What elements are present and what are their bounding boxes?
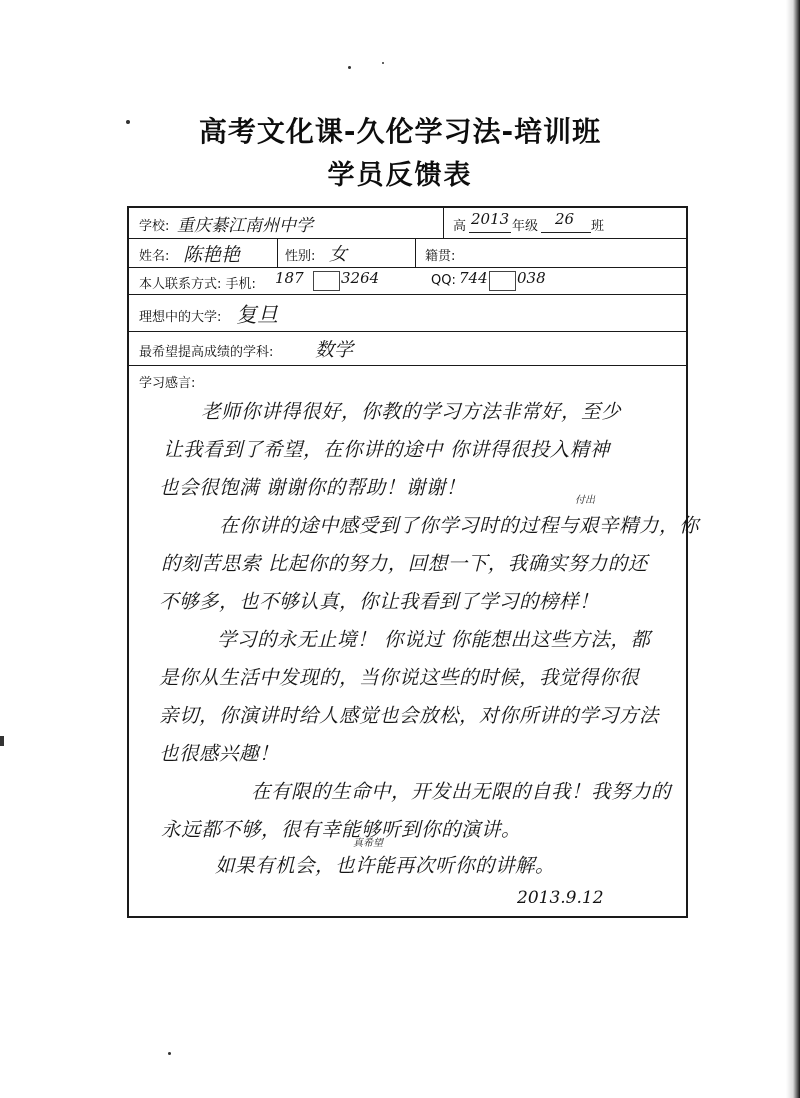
phone-suffix: 3264 [341, 269, 380, 287]
phone-prefix: 187 [275, 269, 304, 287]
gender-label: 性别: [285, 249, 316, 264]
scan-speck [168, 1052, 171, 1055]
contact-label: 本人联系方式: 手机: [139, 277, 256, 292]
feedback-label: 学习感言: [139, 376, 196, 391]
origin-label: 籍贯: [425, 249, 456, 264]
form-subtitle: 学员反馈表 [327, 160, 473, 191]
contact-row [129, 268, 686, 295]
name-row [129, 239, 686, 268]
school-row [129, 208, 686, 239]
scan-speck [126, 120, 130, 124]
class-label: 班 [591, 219, 605, 234]
school-value: 重庆綦江南州中学 [177, 216, 313, 236]
subject-label: 最希望提高成绩的学科: [139, 345, 274, 360]
feedback-line-12: 永远都不够，很有幸能够听到你的演讲。 [161, 818, 522, 841]
scan-edge-shadow [786, 0, 800, 1098]
feedback-date: 2013.9.12 [517, 888, 604, 908]
school-label: 学校: [139, 219, 170, 234]
grade-year: 2013 [471, 210, 510, 228]
grade-prefix: 高 [453, 219, 467, 234]
class-value: 26 [555, 210, 575, 228]
university-row [129, 295, 686, 332]
name-label: 姓名: [139, 249, 170, 264]
feedback-line-5: 的刻苦思索 比起你的努力，回想一下，我确实努力的还 [161, 552, 648, 575]
university-label: 理想中的大学: [139, 310, 222, 325]
qq-prefix: 744 [459, 269, 488, 287]
feedback-line-8: 是你从生活中发现的，当你说这些的时候，我觉得你很 [159, 666, 640, 689]
scan-speck [0, 736, 4, 746]
subject-value: 数学 [315, 339, 354, 361]
feedback-form [127, 206, 700, 918]
feedback-annotation-1: 付出 [575, 495, 595, 506]
gender-value: 女 [329, 244, 347, 265]
grade-label: 年级 [512, 219, 539, 234]
scan-speck [382, 62, 384, 64]
feedback-line-2: 让我看到了希望，在你讲的途中 你讲得很投入精神 [163, 438, 610, 461]
qq-suffix: 038 [517, 269, 546, 287]
form-title: 高考文化课-久伦学习法-培训班 [198, 115, 602, 148]
scan-speck [348, 66, 351, 69]
qq-label: QQ: [431, 273, 456, 288]
name-value: 陈艳艳 [183, 244, 241, 266]
university-value: 复旦 [236, 303, 278, 327]
phone-redaction [313, 271, 340, 291]
feedback-line-6: 不够多，也不够认真，你让我看到了学习的榜样！ [159, 590, 600, 613]
feedback-line-3: 也会很饱满 谢谢你的帮助！谢谢！ [159, 476, 466, 499]
subject-row [129, 332, 686, 366]
feedback-line-11: 在有限的生命中，开发出无限的自我！我努力的 [251, 780, 672, 803]
feedback-annotation-2: 真希望 [353, 838, 383, 849]
feedback-line-9: 亲切，你演讲时给人感觉也会放松，对你所讲的学习方法 [159, 704, 660, 727]
feedback-line-10: 也很感兴趣！ [159, 742, 280, 765]
feedback-line-1: 老师你讲得很好，你教的学习方法非常好，至少 [201, 400, 622, 423]
feedback-line-4: 在你讲的途中感受到了你学习时的过程与艰辛精力，你 [219, 514, 700, 537]
feedback-line-13: 如果有机会，也许能再次听你的讲解。 [215, 854, 556, 877]
feedback-line-7: 学习的永无止境！ 你说过 你能想出这些方法，都 [217, 628, 651, 651]
qq-redaction [489, 271, 516, 291]
